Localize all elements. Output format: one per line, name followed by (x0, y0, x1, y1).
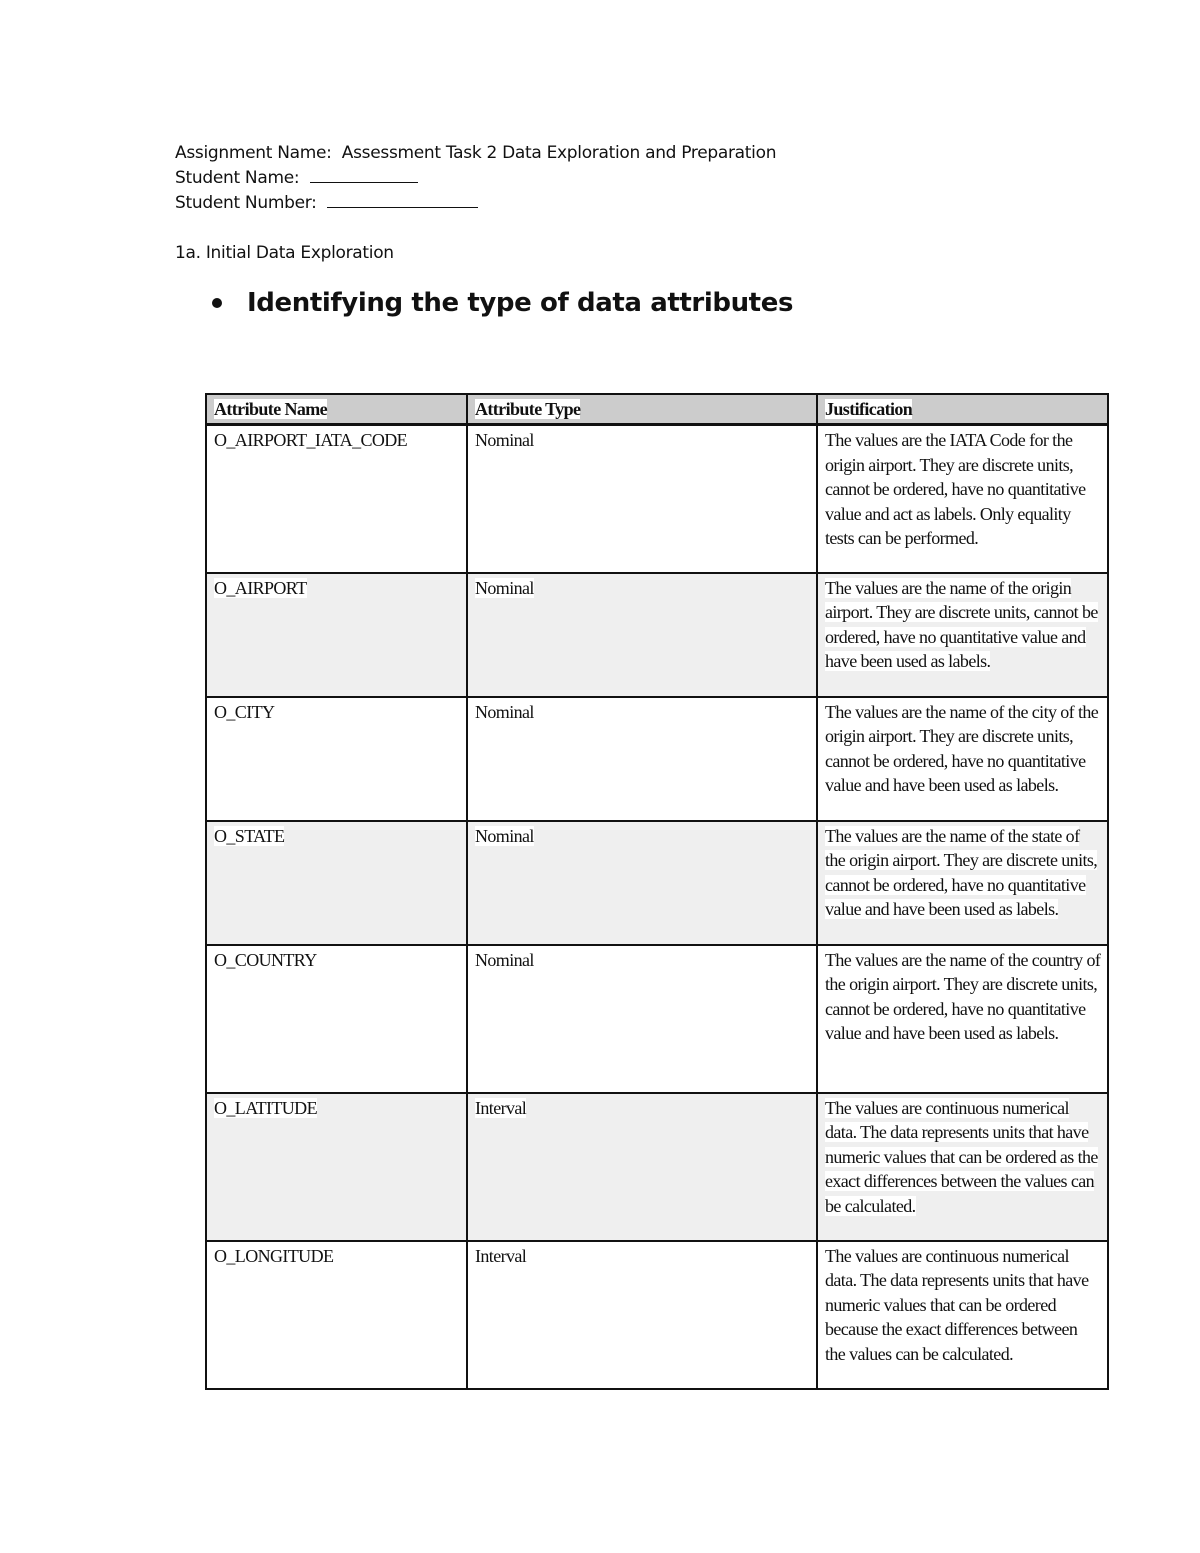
attribute-name-cell (206, 821, 467, 945)
table-row (206, 1241, 1108, 1389)
justification-text: The values are the name of the country of the origin airport. They are discrete units, cannot be ordered, have no quantitative value and have been used as labels. (825, 949, 1101, 1043)
header-attribute-type-text: Attribute Type (475, 399, 581, 419)
table-header-row (206, 394, 1108, 425)
justification-cell (817, 697, 1108, 821)
student-number-label: Student Number: (175, 193, 317, 213)
bullet-heading (212, 283, 793, 323)
section-title: 1a. Initial Data Exploration (175, 243, 394, 263)
assignment-name-line (175, 141, 776, 166)
table-row (206, 821, 1108, 945)
justification-text: The values are the name of the city of the origin airport. They are discrete units, cannot be ordered, have no quantitative value and have been used as labels. (825, 701, 1099, 795)
attribute-type-text: Nominal (475, 577, 534, 598)
attribute-name-text: O_AIRPORT (214, 577, 307, 598)
attribute-type-cell (467, 697, 817, 821)
bullet-icon (212, 298, 222, 308)
header-attribute-name (206, 394, 467, 425)
attribute-name-text: O_LATITUDE (214, 1097, 317, 1118)
justification-text: The values are continuous numerical data. The data represents units that have numeric values that can be ordered because the exact differences between the values can be calculated. (825, 1245, 1089, 1364)
attribute-type-text: Nominal (475, 825, 534, 846)
header-attribute-type (467, 394, 817, 425)
justification-text: The values are the name of the origin airport. They are discrete units, cannot be ordered, have no quantitative value and have been used as labels. (825, 577, 1098, 671)
justification-cell (817, 1241, 1108, 1389)
justification-text: The values are the IATA Code for the origin airport. They are discrete units, cannot be ordered, have no quantitative value and act as labels. Only equality tests can be performed. (825, 430, 1086, 548)
student-number-line (175, 191, 776, 216)
attribute-type-cell (467, 945, 817, 1093)
attribute-name-text: O_CITY (214, 701, 275, 722)
attribute-type-text: Nominal (475, 701, 534, 722)
justification-text: The values are the name of the state of the origin airport. They are discrete units, cannot be ordered, have no quantitative value and have been used as labels. (825, 825, 1098, 919)
attribute-type-text: Nominal (475, 949, 534, 970)
attribute-type-text: Interval (475, 1245, 527, 1266)
attribute-type-cell (467, 1093, 817, 1241)
table-row (206, 1093, 1108, 1241)
assignment-name-label: Assignment Name: (175, 143, 332, 163)
student-name-blank (310, 166, 418, 183)
attribute-type-cell (467, 821, 817, 945)
assignment-name-value: Assessment Task 2 Data Exploration and Preparation (341, 143, 777, 163)
attribute-name-cell (206, 425, 467, 573)
attribute-type-text: Interval (475, 1097, 527, 1118)
student-name-label: Student Name: (175, 168, 300, 188)
attribute-type-text: Nominal (475, 430, 534, 450)
student-number-blank (327, 191, 478, 208)
justification-cell (817, 1093, 1108, 1241)
attribute-name-cell (206, 1093, 467, 1241)
attribute-type-cell (467, 573, 817, 697)
attribute-name-cell (206, 945, 467, 1093)
bullet-heading-text: Identifying the type of data attributes (247, 288, 794, 318)
attribute-name-text: O_COUNTRY (214, 949, 317, 970)
attribute-name-cell (206, 573, 467, 697)
header-attribute-name-text: Attribute Name (214, 399, 328, 419)
attribute-name-text: O_AIRPORT_IATA_CODE (214, 430, 408, 450)
table-row (206, 573, 1108, 697)
attribute-type-cell (467, 425, 817, 573)
justification-cell (817, 821, 1108, 945)
attribute-type-cell (467, 1241, 817, 1389)
table-row (206, 945, 1108, 1093)
header-justification (817, 394, 1108, 425)
justification-cell (817, 573, 1108, 697)
attribute-name-cell (206, 697, 467, 821)
assignment-header (175, 141, 776, 216)
justification-cell (817, 425, 1108, 573)
justification-cell (817, 945, 1108, 1093)
attribute-table (205, 393, 1109, 1390)
table-row (206, 425, 1108, 573)
justification-text: The values are continuous numerical data. The data represents units that have numeric values that can be ordered as the exact differences between the values can be calculated. (825, 1097, 1098, 1216)
attribute-name-text: O_LONGITUDE (214, 1245, 334, 1266)
attribute-name-cell (206, 1241, 467, 1389)
student-name-line (175, 166, 776, 191)
table-row (206, 697, 1108, 821)
header-justification-text: Justification (825, 399, 913, 419)
attribute-name-text: O_STATE (214, 825, 285, 846)
